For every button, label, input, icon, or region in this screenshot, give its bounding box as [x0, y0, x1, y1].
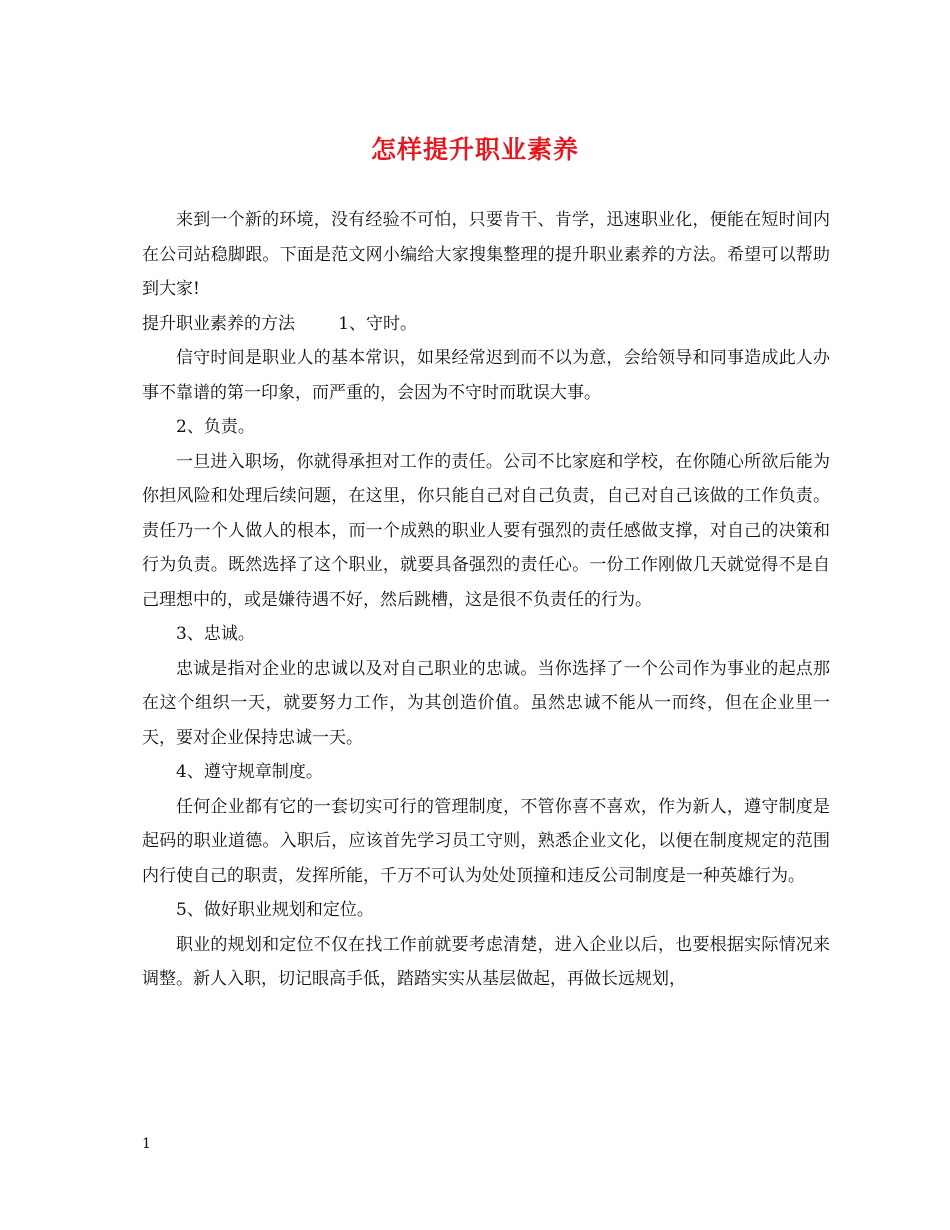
heading-responsibility: 2、负责。 — [176, 417, 255, 437]
document-body — [142, 203, 830, 997]
paragraph-career-planning: 职业的规划和定位不仅在找工作前就要考虑清楚，进入企业以后，也要根据实际情况来调整。新人入职，切记眼高手低，踏踏实实从基层做起，再做长远规划， — [142, 934, 830, 989]
paragraph-punctuality: 信守时间是职业人的基本常识，如果经常迟到而不以为意，会给领导和同事造成此人办事不靠谱的第一印象，而严重的，会因为不守时而耽误大事。 — [142, 348, 830, 403]
paragraph-loyalty: 忠诚是指对企业的忠诚以及对自己职业的忠诚。当你选择了一个公司作为事业的起点那在这个组织一天，就要努力工作，为其创造价值。虽然忠诚不能从一而终，但在企业里一天，要对企业保持忠诚一天。 — [142, 658, 830, 748]
heading-rules: 4、遵守规章制度。 — [176, 762, 323, 782]
heading-career-planning: 5、做好职业规划和定位。 — [176, 900, 374, 920]
paragraph-intro: 来到一个新的环境，没有经验不可怕，只要肯干、肯学，迅速职业化，便能在短时间内在公司站稳脚跟。下面是范文网小编给大家搜集整理的提升职业素养的方法。希望可以帮助到大家! — [142, 210, 830, 299]
paragraph-responsibility: 一旦进入职场，你就得承担对工作的责任。公司不比家庭和学校，在你随心所欲后能为你担风险和处理后续问题，在这里，你只能自己对自己负责，自己对自己该做的工作负责。责任乃一个人做人的根本，而一个成熟的职业人要有强烈的责任感做支撑，对自己的决策和行为负责。既然选择了这个职业，就要具备强烈的责任心。一份工作刚做几天就觉得不是自己理想中的，或是嫌待遇不好，然后跳槽，这是很不负责任的行为。 — [142, 451, 830, 610]
paragraph-rules: 任何企业都有它的一套切实可行的管理制度，不管你喜不喜欢，作为新人，遵守制度是起码的职业道德。入职后，应该首先学习员工守则，熟悉企业文化，以便在制度规定的范围内行使自己的职责，发挥所能，千万不可认为处处顶撞和违反公司制度是一种英雄行为。 — [142, 796, 830, 886]
document-title: 怎样提升职业素养 — [370, 135, 579, 164]
heading-loyalty: 3、忠诚。 — [176, 624, 255, 644]
page-number: 1 — [142, 1136, 151, 1152]
paragraph-methods-heading: 提升职业素养的方法 1、守时。 — [142, 313, 418, 334]
